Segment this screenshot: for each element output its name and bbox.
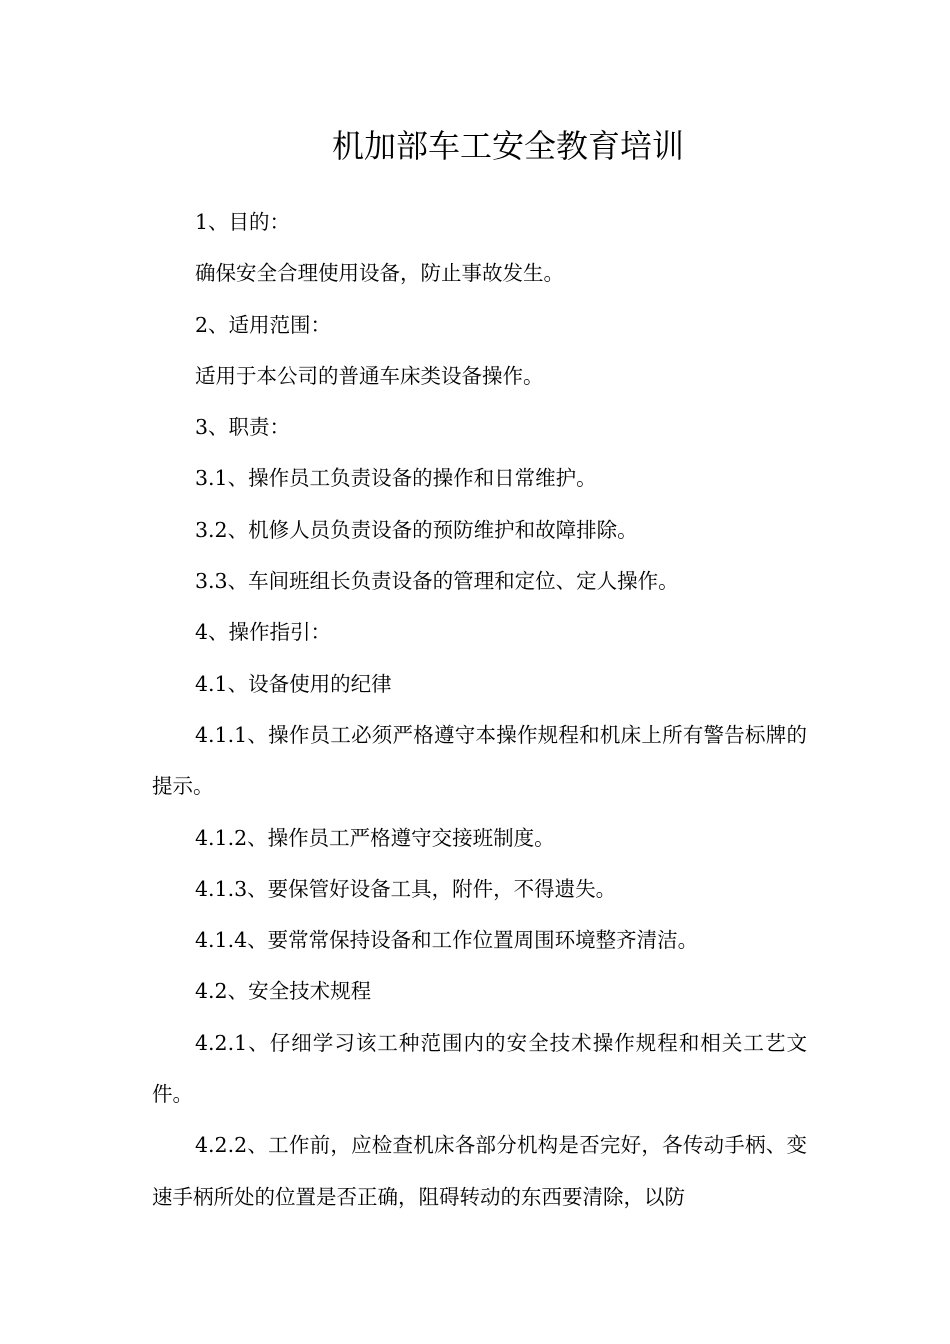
document-title: 机加部车工安全教育培训 xyxy=(331,127,684,165)
paragraph: 确保安全合理使用设备，防止事故发生。 xyxy=(195,261,564,286)
paragraph: 4.1.2、操作员工严格遵守交接班制度。 xyxy=(195,825,555,850)
paragraph: 3.2、机修人员负责设备的预防维护和故障排除。 xyxy=(195,517,638,542)
paragraph: 4.2.2、工作前，应检查机床各部分机构是否完好，各传动手柄、变速手柄所处的位置是否正确，阻碍转动的东西要清除，以防 xyxy=(152,1133,807,1209)
paragraph: 3.1、操作员工负责设备的操作和日常维护。 xyxy=(195,466,597,491)
paragraph: 4.1、设备使用的纪律 xyxy=(195,671,392,696)
paragraph: 2、适用范围： xyxy=(195,312,332,337)
paragraph: 1、目的： xyxy=(195,210,291,234)
paragraph: 3、职责： xyxy=(195,415,291,440)
paragraph: 3.3、车间班组长负责设备的管理和定位、定人操作。 xyxy=(195,569,679,594)
paragraph: 4.2.1、仔细学习该工种范围内的安全技术操作规程和相关工艺文件。 xyxy=(152,1030,807,1107)
paragraph: 4.2、安全技术规程 xyxy=(195,979,372,1004)
paragraph: 适用于本公司的普通车床类设备操作。 xyxy=(195,363,544,388)
document-body xyxy=(152,197,807,1223)
paragraph: 4.1.1、操作员工必须严格遵守本操作规程和机床上所有警告标牌的提示。 xyxy=(152,722,807,799)
paragraph: 4.1.4、要常常保持设备和工作位置周围环境整齐清洁。 xyxy=(195,928,699,953)
paragraph: 4、操作指引： xyxy=(195,620,332,645)
paragraph: 4.1.3、要保管好设备工具，附件，不得遗失。 xyxy=(195,876,617,901)
